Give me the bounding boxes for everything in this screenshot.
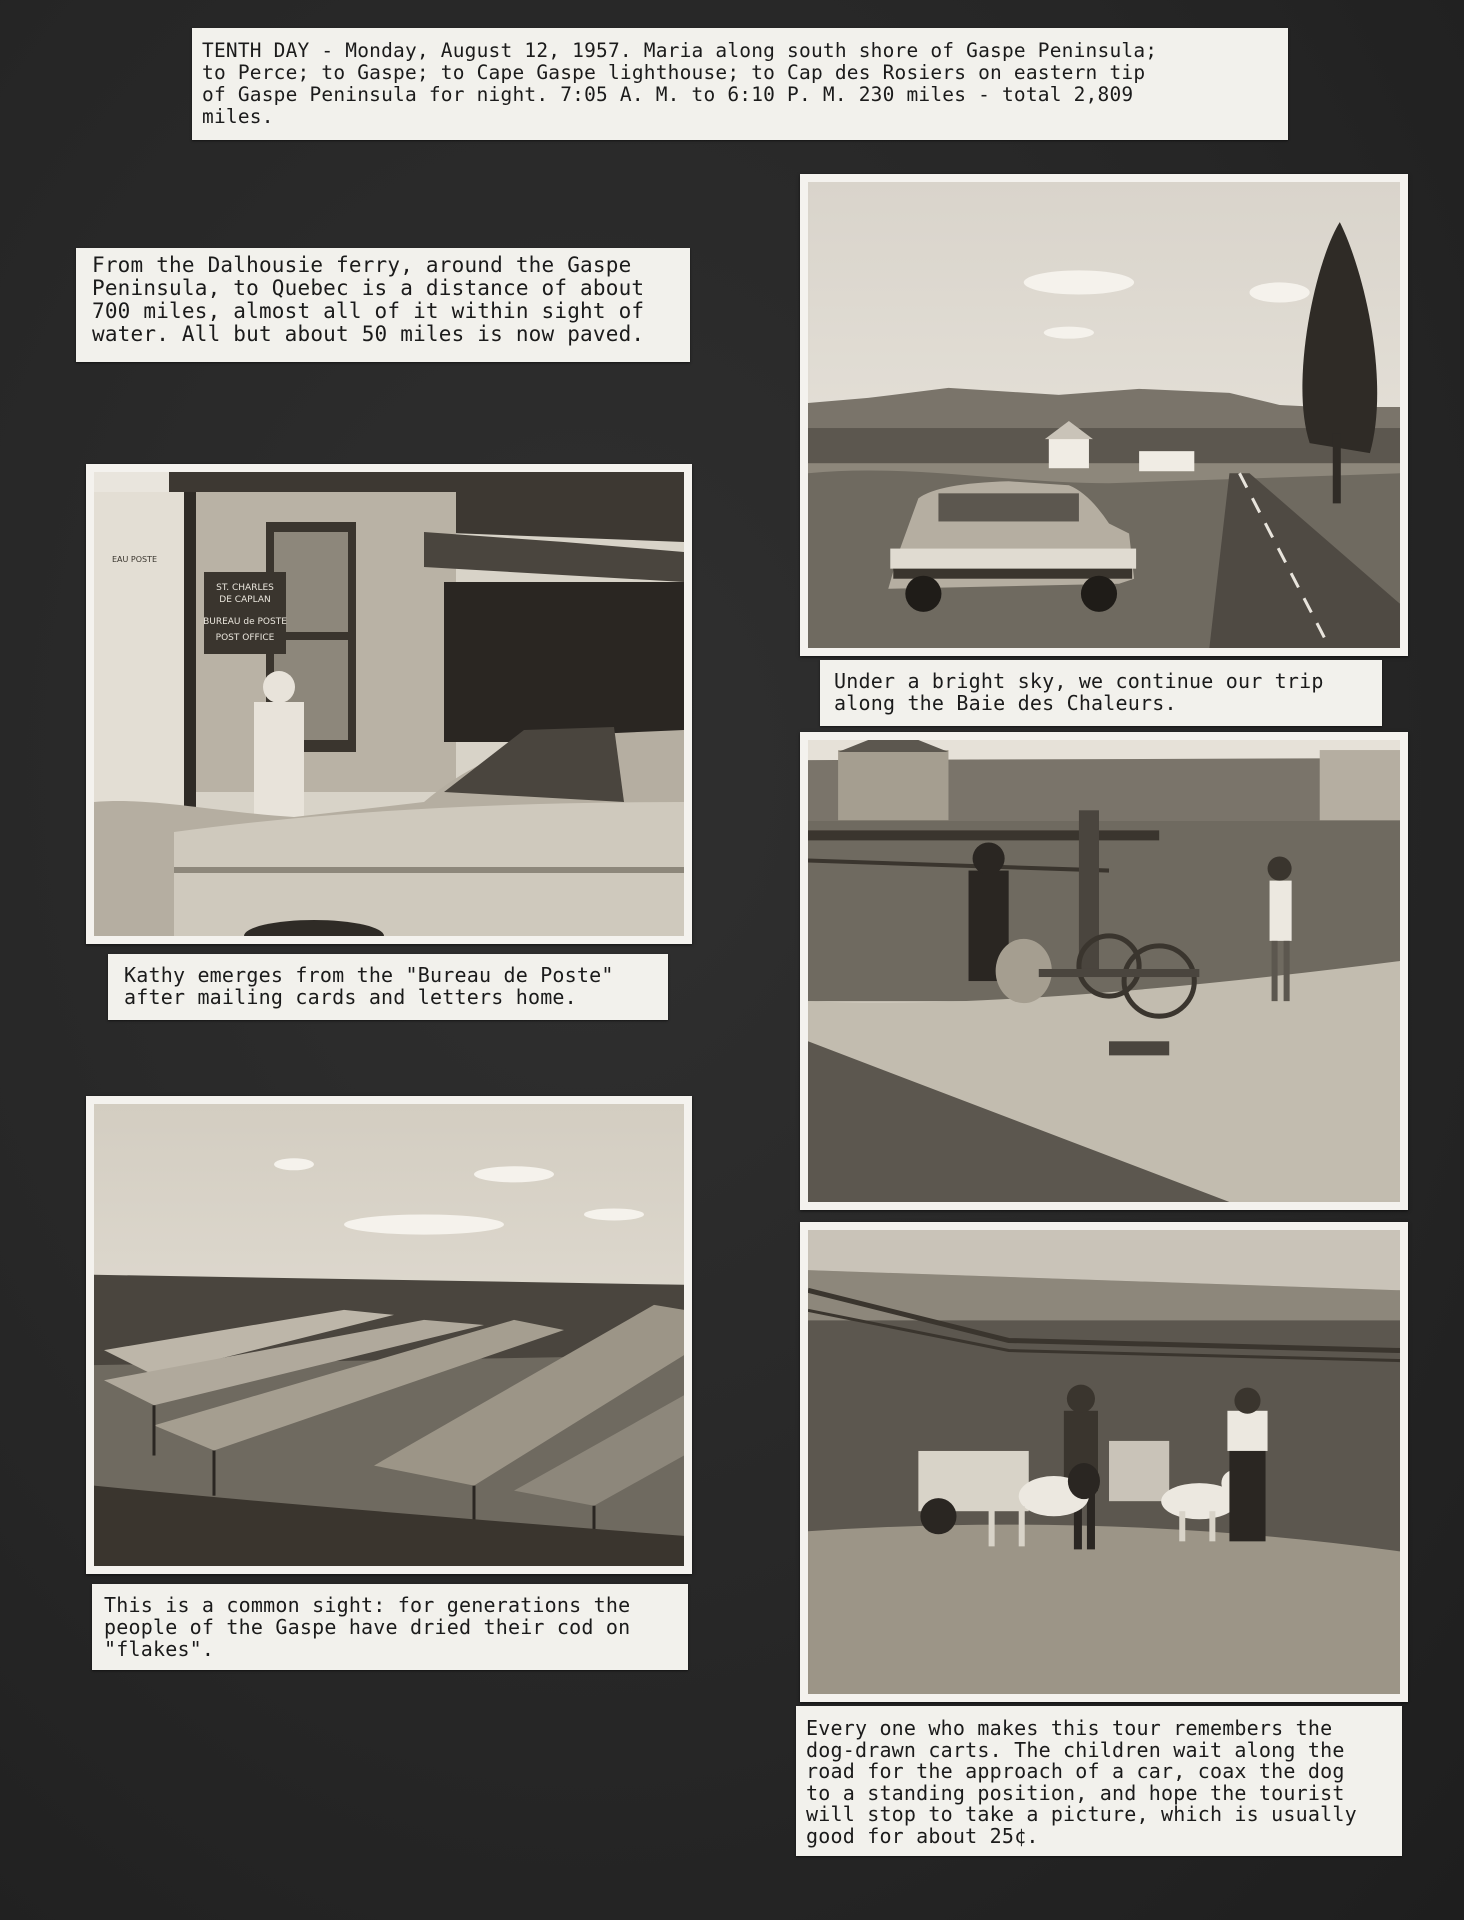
- caption-post-office: Kathy emerges from the "Bureau de Poste" after mailing cards and letters home.: [108, 954, 668, 1020]
- sign-line4: POST OFFICE: [215, 633, 275, 643]
- photo-road-car: [800, 174, 1408, 656]
- caption-road: Under a bright sky, we continue our trip along the Baie des Chaleurs.: [820, 660, 1382, 726]
- sign-side: EAU POSTE: [112, 555, 158, 564]
- day-header-label: TENTH DAY - Monday, August 12, 1957. Maria along south shore of Gaspe Peninsula; to Perce; to Gaspe; to Cape Gaspe lighthouse; to Cap des Rosiers on eastern tip of Gaspe Peninsula for night. 7:05 A. M. to 6:10 P. M. 230 miles - total 2,809 miles.: [192, 28, 1288, 140]
- sign-line2: DE CAPLAN: [219, 595, 271, 605]
- sign-line3: BUREAU de POSTE: [203, 617, 287, 627]
- sign-line1: ST. CHARLES: [216, 583, 274, 593]
- caption-cod-flakes: This is a common sight: for generations the people of the Gaspe have dried their cod on "flakes".: [92, 1584, 688, 1670]
- caption-dog-carts: Every one who makes this tour remembers the dog-drawn carts. The children wait along the road for the approach of a car, coax the dog to a standing position, and hope the tourist will stop to take a picture, which is usually good for about 25¢.: [796, 1706, 1402, 1856]
- photo-children-dog-cart: [800, 732, 1408, 1210]
- photo-post-office: [86, 464, 692, 944]
- photo-cod-flakes: [86, 1096, 692, 1574]
- intro-note-label: From the Dalhousie ferry, around the Gaspe Peninsula, to Quebec is a distance of about 700 miles, almost all of it within sight of water. All but about 50 miles is now paved.: [76, 248, 690, 362]
- photo-boys-dog-cart: [800, 1222, 1408, 1702]
